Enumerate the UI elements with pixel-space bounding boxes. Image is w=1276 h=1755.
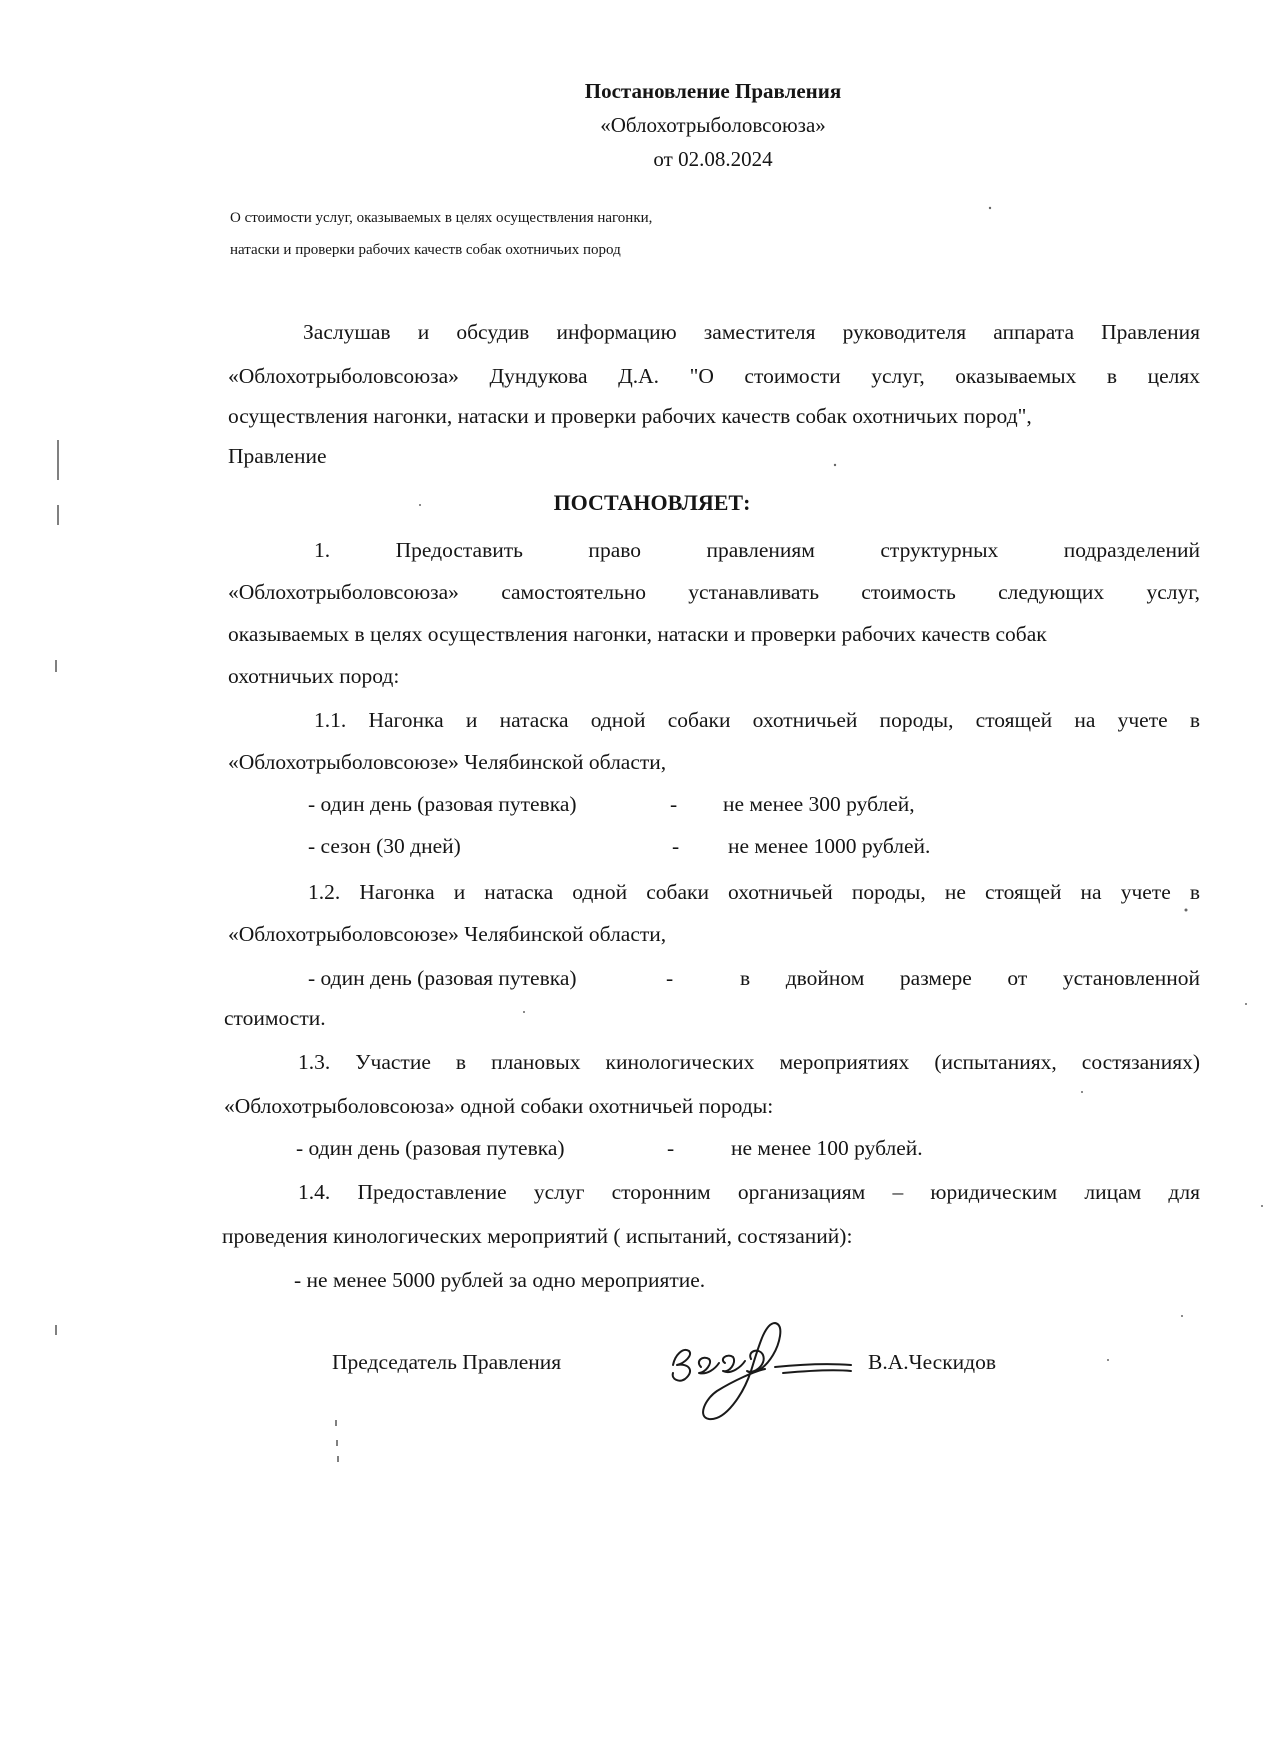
price-row-label: - один день (разовая путевка): [308, 966, 577, 990]
signatory-name: В.А.Ческидов: [868, 1350, 997, 1374]
price-row-dash: -: [672, 834, 680, 858]
subject-line-2: натаски и проверки рабочих качеств собак охотничьих пород: [230, 242, 621, 258]
preamble-line-1: Заслушав и обсудив информацию заместителя руководителя аппарата Правления: [303, 320, 1200, 344]
price-row-value: не менее 1000 рублей.: [728, 834, 931, 858]
document-date: от 02.08.2024: [653, 147, 773, 171]
item-1-3-line-2: «Облохотрыболовсоюза» одной собаки охотничьей породы:: [224, 1094, 774, 1118]
item-1-4-line-2: проведения кинологических мероприятий ( испытаний, состязаний):: [222, 1224, 853, 1248]
item-1-4-line-3: - не менее 5000 рублей за одно мероприятие.: [294, 1268, 706, 1292]
preamble-line-4: Правление: [228, 444, 327, 468]
price-row-value: в двойном размере от установленной: [740, 966, 1200, 990]
item-1-2-line-2: «Облохотрыболовсоюзе» Челябинской области,: [228, 922, 667, 946]
item-1-line-1: 1. Предоставить право правлениям структурных подразделений: [314, 538, 1200, 562]
document-title: Постановление Правления: [584, 79, 842, 103]
item-1-line-4: охотничьих пород:: [228, 664, 400, 688]
signatory-role: Председатель Правления: [332, 1350, 562, 1374]
price-row-dash: -: [670, 792, 678, 816]
price-row-value: не менее 300 рублей,: [723, 792, 915, 816]
item-1-3-line-1: 1.3. Участие в плановых кинологических мероприятиях (испытаниях, состязаниях): [298, 1050, 1200, 1074]
item-1-1-line-2: «Облохотрыболовсоюзе» Челябинской области,: [228, 750, 667, 774]
price-row-dash: -: [666, 966, 674, 990]
preamble-line-3: осуществления нагонки, натаски и проверки рабочих качеств собак охотничьих пород",: [228, 404, 1032, 428]
price-row-label: - один день (разовая путевка): [296, 1136, 565, 1160]
item-1-1-line-1: 1.1. Нагонка и натаска одной собаки охотничьей породы, стоящей на учете в: [314, 708, 1200, 732]
handwritten-signature: [655, 1305, 860, 1435]
item-1-line-2: «Облохотрыболовсоюза» самостоятельно устанавливать стоимость следующих услуг,: [228, 580, 1200, 604]
price-row-continuation: стоимости.: [224, 1006, 326, 1030]
item-1-line-3: оказываемых в целях осуществления нагонки, натаски и проверки рабочих качеств собак: [228, 622, 1047, 646]
item-1-4-line-1: 1.4. Предоставление услуг сторонним организациям – юридическим лицам для: [298, 1180, 1200, 1204]
price-row-dash: -: [667, 1136, 675, 1160]
price-row-label: - сезон (30 дней): [308, 834, 461, 858]
price-row-label: - один день (разовая путевка): [308, 792, 577, 816]
price-row-value: не менее 100 рублей.: [731, 1136, 923, 1160]
item-1-2-line-1: 1.2. Нагонка и натаска одной собаки охотничьей породы, не стоящей на учете в: [308, 880, 1200, 904]
decree-heading: ПОСТАНОВЛЯЕТ:: [553, 490, 751, 515]
subject-line-1: О стоимости услуг, оказываемых в целях осуществления нагонки,: [230, 210, 653, 226]
organization-name: «Облохотрыболовсоюза»: [600, 113, 826, 137]
preamble-line-2: «Облохотрыболовсоюза» Дундукова Д.А. "О стоимости услуг, оказываемых в целях: [228, 364, 1200, 388]
